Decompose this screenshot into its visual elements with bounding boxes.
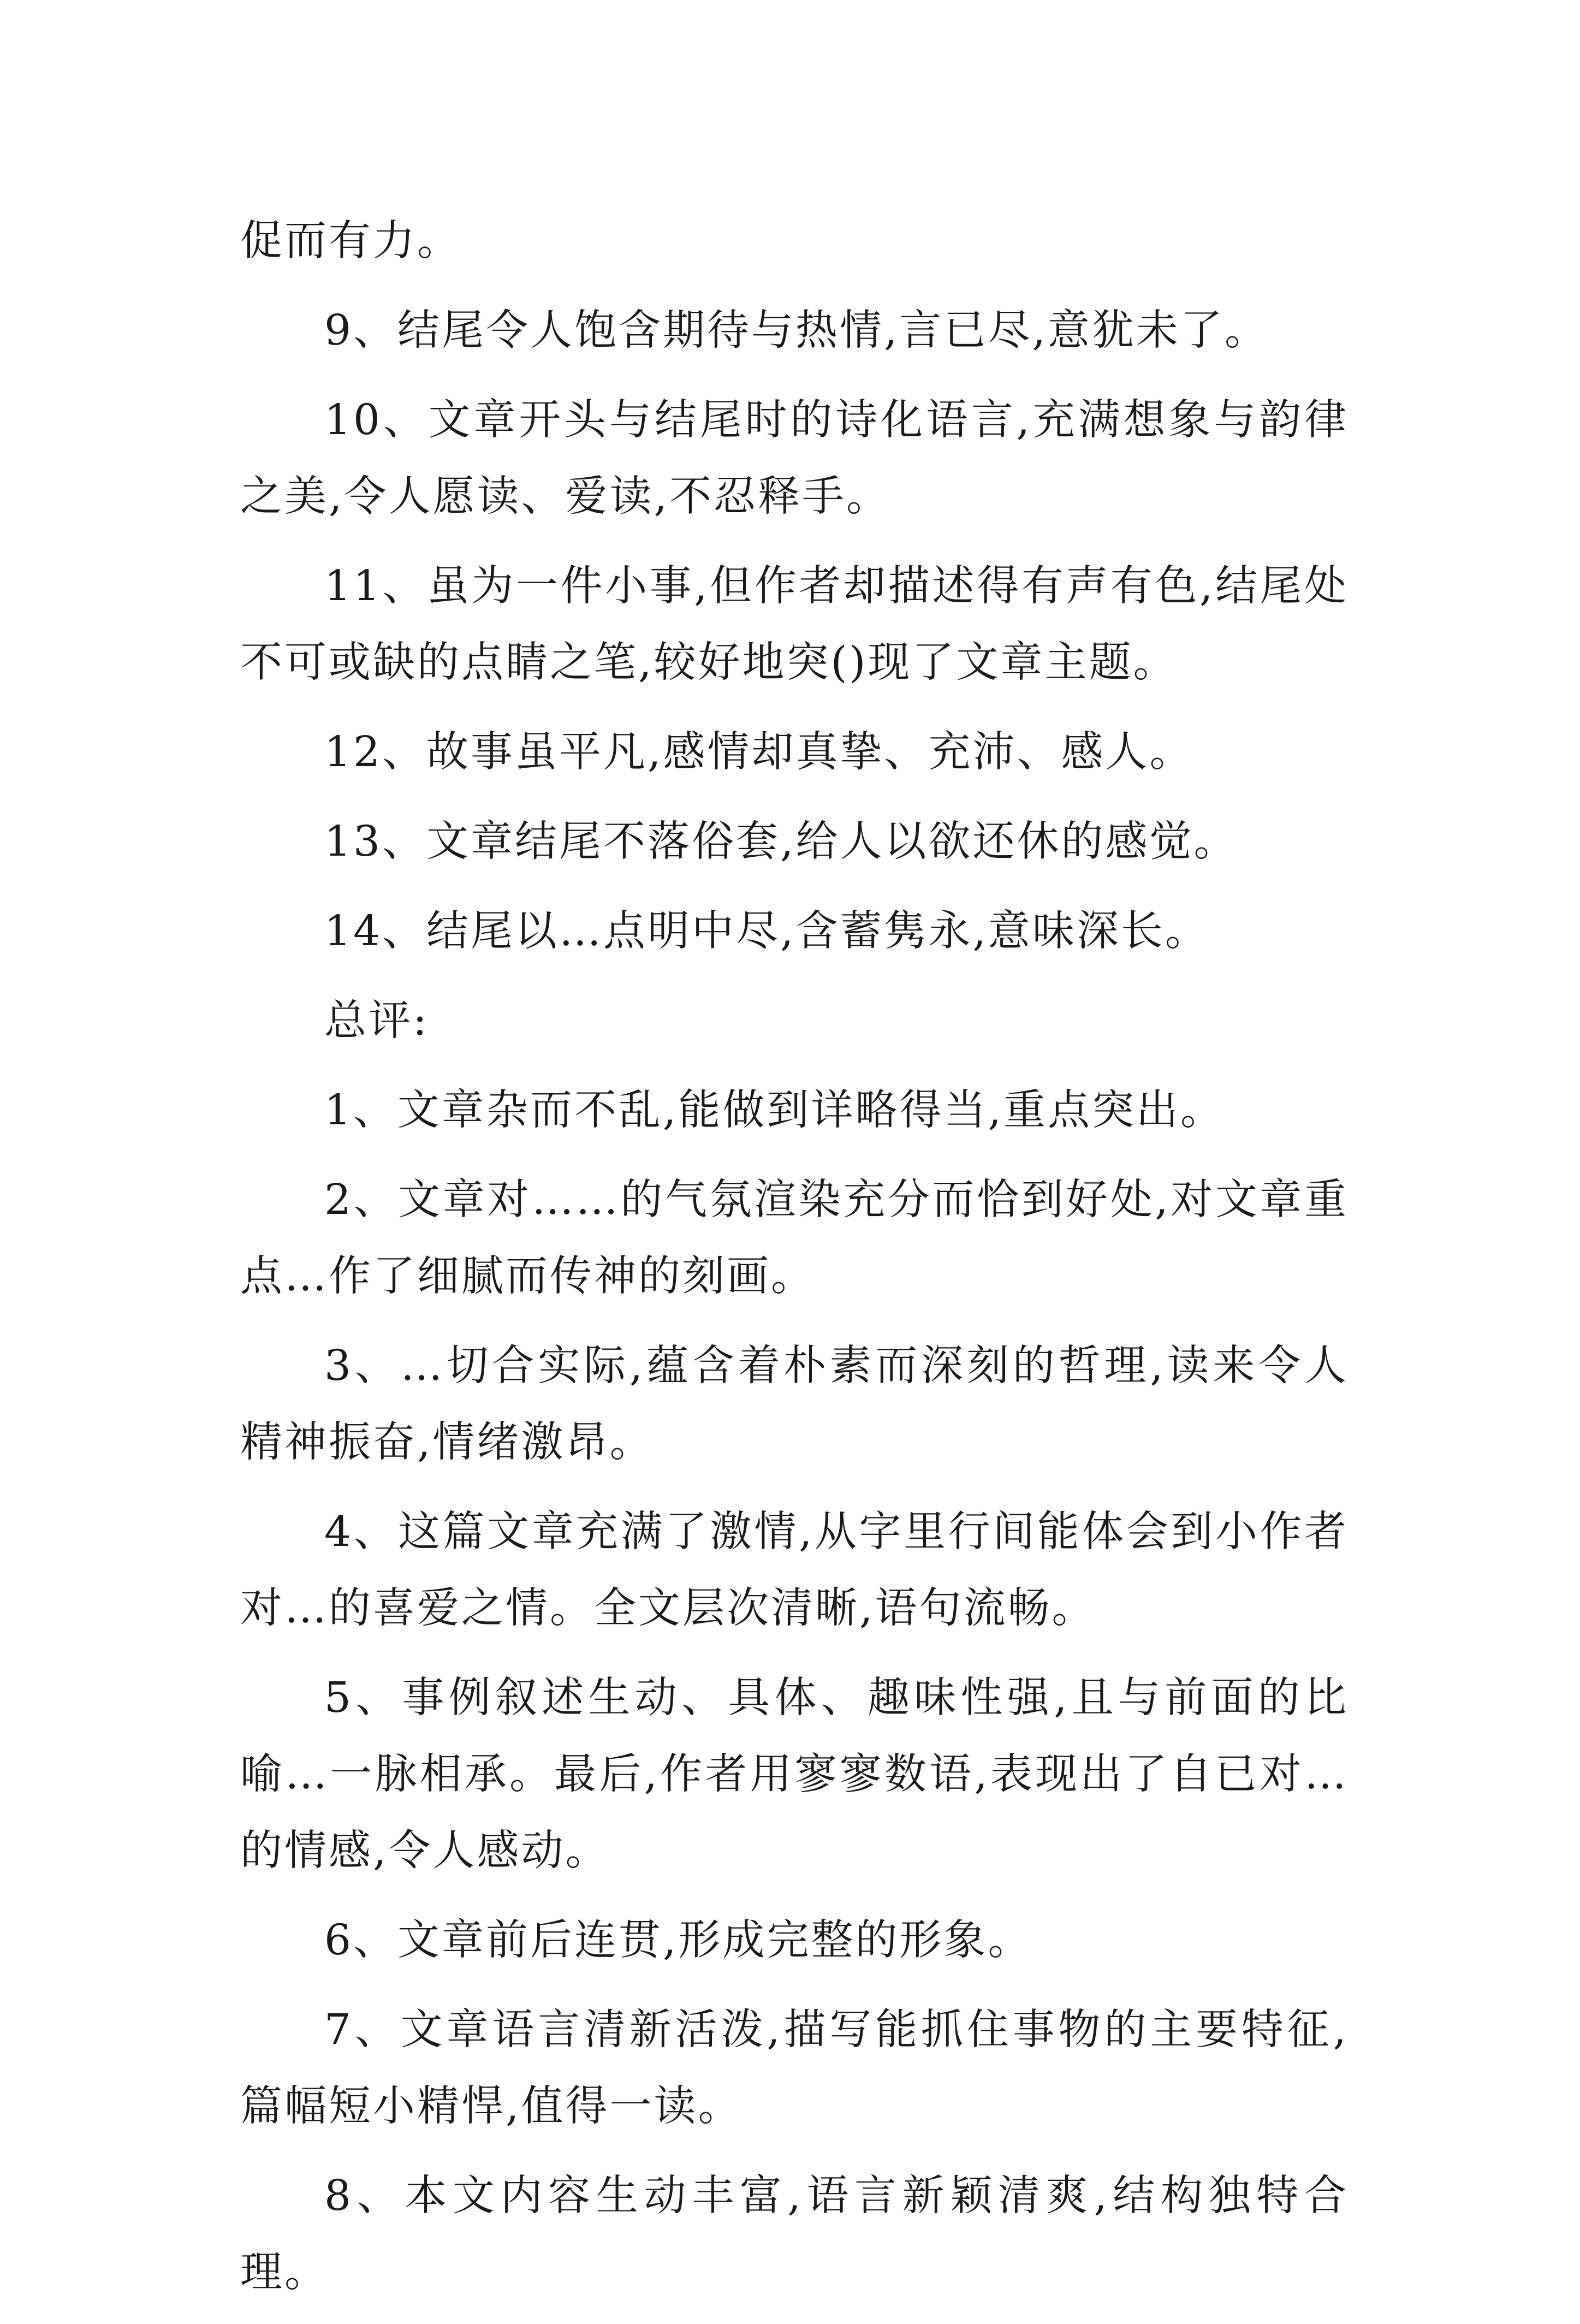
overall-item-7: 7、文章语言清新活泼,描写能抓住事物的主要特征,篇幅短小精悍,值得一读。	[240, 2006, 1349, 2131]
comment-item-9: 9、结尾令人饱含期待与热情,言已尽,意犹未了。	[324, 306, 1269, 355]
overall-item-6: 6、文章前后连贯,形成完整的形象。	[324, 1916, 1032, 1965]
comment-item-12: 12、故事虽平凡,感情却真挚、充沛、感人。	[324, 728, 1194, 776]
paragraph-continuation: 促而有力。	[240, 217, 461, 265]
overall-item-4: 4、这篇文章充满了激情,从字里行间能体会到小作者对…的喜爱之情。全文层次清晰,语句流畅。	[240, 1508, 1349, 1633]
comment-item-11: 11、虽为一件小事,但作者却描述得有声有色,结尾处不可或缺的点睛之笔,较好地突()现了文章主题。	[240, 562, 1349, 687]
overall-item-5: 5、事例叙述生动、具体、趣味性强,且与前面的比喻…一脉相承。最后,作者用寥寥数语,表现出了自已对…的情感,令人感动。	[240, 1674, 1349, 1875]
section-heading-overall: 总评:	[324, 997, 429, 1045]
overall-item-3: 3、…切合实际,蕴含着朴素而深刻的哲理,读来令人精神振奋,情绪激昂。	[240, 1342, 1349, 1467]
comment-item-14: 14、结尾以…点明中尽,含蓄隽永,意味深长。	[324, 907, 1209, 956]
overall-item-2: 2、文章对……的气氛渲染充分而恰到好处,对文章重点…作了细腻而传神的刻画。	[240, 1176, 1349, 1301]
document-body	[240, 203, 1349, 2324]
comment-item-13: 13、文章结尾不落俗套,给人以欲还休的感觉。	[324, 817, 1238, 866]
overall-item-8: 8、本文内容生动丰富,语言新颖清爽,结构独特合理。	[240, 2172, 1349, 2297]
comment-item-10: 10、文章开头与结尾时的诗化语言,充满想象与韵律之美,令人愿读、爱读,不忍释手。	[240, 396, 1349, 521]
overall-item-1: 1、文章杂而不乱,能做到详略得当,重点突出。	[324, 1086, 1225, 1135]
